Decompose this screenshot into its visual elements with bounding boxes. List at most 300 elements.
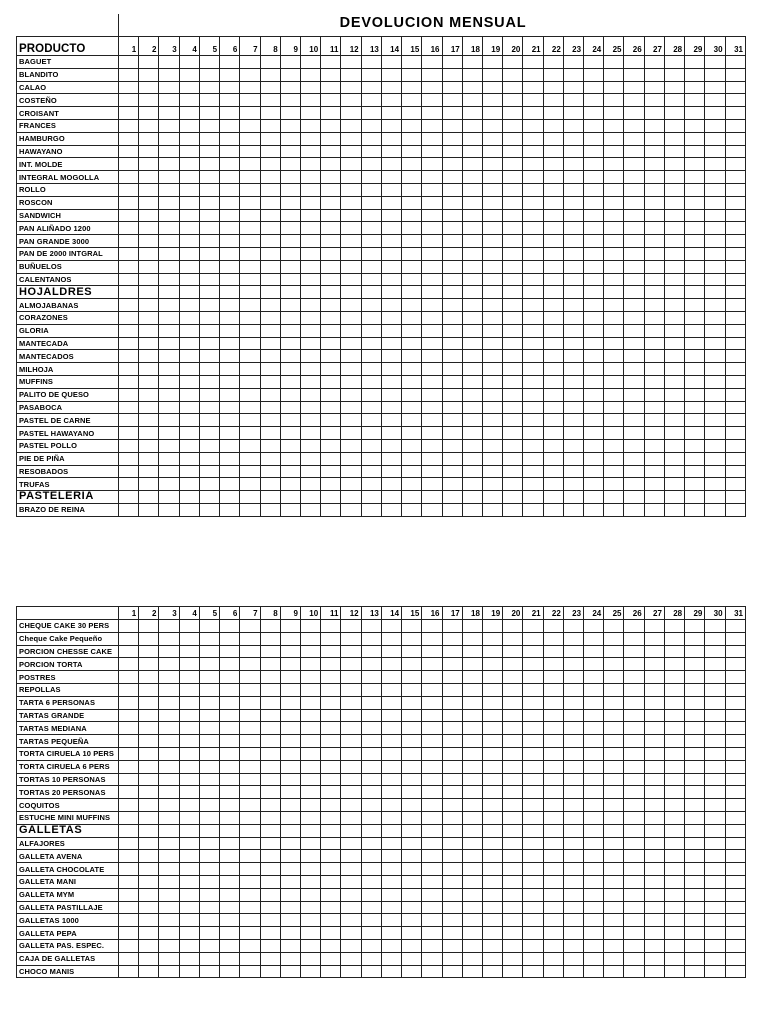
day-cell[interactable]	[119, 863, 139, 876]
day-cell[interactable]	[725, 901, 745, 914]
day-cell[interactable]	[220, 132, 240, 145]
day-cell[interactable]	[240, 671, 260, 684]
day-cell[interactable]	[341, 465, 361, 478]
day-cell[interactable]	[280, 952, 300, 965]
day-cell[interactable]	[503, 491, 523, 504]
day-cell[interactable]	[482, 620, 502, 633]
day-cell[interactable]	[220, 696, 240, 709]
day-cell[interactable]	[220, 645, 240, 658]
day-cell[interactable]	[139, 824, 159, 837]
day-cell[interactable]	[624, 337, 644, 350]
day-cell[interactable]	[300, 888, 320, 901]
day-cell[interactable]	[240, 965, 260, 978]
day-cell[interactable]	[462, 939, 482, 952]
day-cell[interactable]	[280, 722, 300, 735]
day-cell[interactable]	[604, 235, 624, 248]
day-cell[interactable]	[503, 311, 523, 324]
day-cell[interactable]	[260, 965, 280, 978]
day-cell[interactable]	[422, 952, 442, 965]
day-cell[interactable]	[482, 439, 502, 452]
day-cell[interactable]	[402, 235, 422, 248]
day-cell[interactable]	[523, 171, 543, 184]
day-cell[interactable]	[280, 375, 300, 388]
day-cell[interactable]	[199, 747, 219, 760]
day-cell[interactable]	[543, 901, 563, 914]
day-cell[interactable]	[482, 658, 502, 671]
day-cell[interactable]	[402, 620, 422, 633]
day-cell[interactable]	[725, 850, 745, 863]
day-cell[interactable]	[543, 452, 563, 465]
day-cell[interactable]	[482, 850, 502, 863]
day-cell[interactable]	[442, 196, 462, 209]
day-cell[interactable]	[462, 773, 482, 786]
day-cell[interactable]	[139, 888, 159, 901]
day-cell[interactable]	[199, 414, 219, 427]
day-cell[interactable]	[260, 709, 280, 722]
day-cell[interactable]	[240, 927, 260, 940]
day-cell[interactable]	[644, 503, 664, 516]
day-cell[interactable]	[159, 786, 179, 799]
day-cell[interactable]	[341, 939, 361, 952]
day-cell[interactable]	[624, 927, 644, 940]
day-cell[interactable]	[159, 183, 179, 196]
day-cell[interactable]	[644, 786, 664, 799]
day-cell[interactable]	[442, 747, 462, 760]
day-cell[interactable]	[402, 503, 422, 516]
day-cell[interactable]	[584, 478, 604, 491]
day-cell[interactable]	[179, 132, 199, 145]
day-cell[interactable]	[119, 645, 139, 658]
day-cell[interactable]	[584, 414, 604, 427]
day-cell[interactable]	[664, 837, 684, 850]
day-cell[interactable]	[139, 171, 159, 184]
day-cell[interactable]	[644, 401, 664, 414]
day-cell[interactable]	[604, 503, 624, 516]
day-cell[interactable]	[422, 658, 442, 671]
day-cell[interactable]	[159, 671, 179, 684]
day-cell[interactable]	[341, 760, 361, 773]
day-cell[interactable]	[462, 620, 482, 633]
day-cell[interactable]	[341, 837, 361, 850]
day-cell[interactable]	[240, 375, 260, 388]
day-cell[interactable]	[179, 388, 199, 401]
day-cell[interactable]	[422, 183, 442, 196]
day-cell[interactable]	[260, 260, 280, 273]
day-cell[interactable]	[442, 722, 462, 735]
day-cell[interactable]	[139, 439, 159, 452]
day-cell[interactable]	[280, 965, 300, 978]
day-cell[interactable]	[725, 875, 745, 888]
day-cell[interactable]	[685, 68, 705, 81]
day-cell[interactable]	[119, 824, 139, 837]
day-cell[interactable]	[422, 145, 442, 158]
day-cell[interactable]	[503, 799, 523, 812]
day-cell[interactable]	[179, 363, 199, 376]
day-cell[interactable]	[240, 478, 260, 491]
day-cell[interactable]	[402, 145, 422, 158]
day-cell[interactable]	[179, 247, 199, 260]
day-cell[interactable]	[442, 56, 462, 69]
day-cell[interactable]	[563, 658, 583, 671]
day-cell[interactable]	[584, 503, 604, 516]
day-cell[interactable]	[563, 503, 583, 516]
day-cell[interactable]	[604, 747, 624, 760]
day-cell[interactable]	[685, 324, 705, 337]
day-cell[interactable]	[584, 235, 604, 248]
day-cell[interactable]	[563, 260, 583, 273]
day-cell[interactable]	[664, 722, 684, 735]
day-cell[interactable]	[503, 760, 523, 773]
day-cell[interactable]	[523, 696, 543, 709]
day-cell[interactable]	[604, 914, 624, 927]
day-cell[interactable]	[604, 311, 624, 324]
day-cell[interactable]	[199, 875, 219, 888]
day-cell[interactable]	[503, 247, 523, 260]
day-cell[interactable]	[584, 632, 604, 645]
day-cell[interactable]	[482, 196, 502, 209]
day-cell[interactable]	[341, 375, 361, 388]
day-cell[interactable]	[685, 901, 705, 914]
day-cell[interactable]	[604, 696, 624, 709]
day-cell[interactable]	[604, 939, 624, 952]
day-cell[interactable]	[300, 94, 320, 107]
day-cell[interactable]	[321, 491, 341, 504]
day-cell[interactable]	[685, 273, 705, 286]
day-cell[interactable]	[523, 401, 543, 414]
day-cell[interactable]	[725, 452, 745, 465]
day-cell[interactable]	[220, 119, 240, 132]
day-cell[interactable]	[664, 939, 684, 952]
day-cell[interactable]	[462, 452, 482, 465]
day-cell[interactable]	[725, 773, 745, 786]
day-cell[interactable]	[199, 620, 219, 633]
day-cell[interactable]	[240, 491, 260, 504]
day-cell[interactable]	[159, 132, 179, 145]
day-cell[interactable]	[422, 119, 442, 132]
day-cell[interactable]	[604, 260, 624, 273]
day-cell[interactable]	[199, 183, 219, 196]
day-cell[interactable]	[725, 824, 745, 837]
day-cell[interactable]	[624, 620, 644, 633]
day-cell[interactable]	[179, 927, 199, 940]
day-cell[interactable]	[119, 209, 139, 222]
day-cell[interactable]	[260, 952, 280, 965]
day-cell[interactable]	[624, 439, 644, 452]
day-cell[interactable]	[402, 196, 422, 209]
day-cell[interactable]	[381, 209, 401, 222]
day-cell[interactable]	[321, 760, 341, 773]
day-cell[interactable]	[705, 388, 725, 401]
day-cell[interactable]	[179, 324, 199, 337]
day-cell[interactable]	[685, 799, 705, 812]
day-cell[interactable]	[321, 299, 341, 312]
day-cell[interactable]	[220, 837, 240, 850]
day-cell[interactable]	[563, 247, 583, 260]
day-cell[interactable]	[543, 158, 563, 171]
day-cell[interactable]	[644, 645, 664, 658]
day-cell[interactable]	[482, 222, 502, 235]
day-cell[interactable]	[644, 158, 664, 171]
day-cell[interactable]	[300, 927, 320, 940]
day-cell[interactable]	[260, 350, 280, 363]
day-cell[interactable]	[422, 671, 442, 684]
day-cell[interactable]	[503, 132, 523, 145]
day-cell[interactable]	[402, 56, 422, 69]
day-cell[interactable]	[119, 247, 139, 260]
day-cell[interactable]	[199, 107, 219, 120]
day-cell[interactable]	[563, 132, 583, 145]
day-cell[interactable]	[442, 645, 462, 658]
day-cell[interactable]	[462, 158, 482, 171]
day-cell[interactable]	[624, 735, 644, 748]
day-cell[interactable]	[280, 503, 300, 516]
day-cell[interactable]	[563, 824, 583, 837]
day-cell[interactable]	[604, 952, 624, 965]
day-cell[interactable]	[220, 465, 240, 478]
day-cell[interactable]	[482, 914, 502, 927]
day-cell[interactable]	[321, 222, 341, 235]
day-cell[interactable]	[705, 183, 725, 196]
day-cell[interactable]	[280, 439, 300, 452]
day-cell[interactable]	[179, 965, 199, 978]
day-cell[interactable]	[543, 760, 563, 773]
day-cell[interactable]	[300, 311, 320, 324]
day-cell[interactable]	[482, 875, 502, 888]
day-cell[interactable]	[280, 311, 300, 324]
day-cell[interactable]	[341, 799, 361, 812]
day-cell[interactable]	[584, 952, 604, 965]
day-cell[interactable]	[543, 68, 563, 81]
day-cell[interactable]	[179, 491, 199, 504]
day-cell[interactable]	[381, 132, 401, 145]
day-cell[interactable]	[685, 491, 705, 504]
day-cell[interactable]	[220, 850, 240, 863]
day-cell[interactable]	[361, 658, 381, 671]
day-cell[interactable]	[280, 671, 300, 684]
day-cell[interactable]	[725, 363, 745, 376]
day-cell[interactable]	[644, 196, 664, 209]
day-cell[interactable]	[199, 786, 219, 799]
day-cell[interactable]	[220, 196, 240, 209]
day-cell[interactable]	[300, 773, 320, 786]
day-cell[interactable]	[604, 183, 624, 196]
day-cell[interactable]	[503, 235, 523, 248]
day-cell[interactable]	[563, 145, 583, 158]
day-cell[interactable]	[543, 375, 563, 388]
day-cell[interactable]	[422, 632, 442, 645]
day-cell[interactable]	[523, 645, 543, 658]
day-cell[interactable]	[442, 478, 462, 491]
day-cell[interactable]	[705, 914, 725, 927]
day-cell[interactable]	[523, 427, 543, 440]
day-cell[interactable]	[341, 491, 361, 504]
day-cell[interactable]	[725, 337, 745, 350]
day-cell[interactable]	[341, 439, 361, 452]
day-cell[interactable]	[725, 56, 745, 69]
day-cell[interactable]	[664, 452, 684, 465]
day-cell[interactable]	[422, 222, 442, 235]
day-cell[interactable]	[321, 658, 341, 671]
day-cell[interactable]	[422, 709, 442, 722]
day-cell[interactable]	[321, 401, 341, 414]
day-cell[interactable]	[402, 401, 422, 414]
day-cell[interactable]	[402, 452, 422, 465]
day-cell[interactable]	[624, 683, 644, 696]
day-cell[interactable]	[260, 465, 280, 478]
day-cell[interactable]	[442, 68, 462, 81]
day-cell[interactable]	[199, 901, 219, 914]
day-cell[interactable]	[442, 401, 462, 414]
day-cell[interactable]	[685, 439, 705, 452]
day-cell[interactable]	[280, 863, 300, 876]
day-cell[interactable]	[381, 671, 401, 684]
day-cell[interactable]	[462, 375, 482, 388]
day-cell[interactable]	[482, 491, 502, 504]
day-cell[interactable]	[119, 439, 139, 452]
day-cell[interactable]	[240, 620, 260, 633]
day-cell[interactable]	[402, 696, 422, 709]
day-cell[interactable]	[139, 209, 159, 222]
day-cell[interactable]	[664, 81, 684, 94]
day-cell[interactable]	[361, 94, 381, 107]
day-cell[interactable]	[725, 273, 745, 286]
day-cell[interactable]	[442, 850, 462, 863]
day-cell[interactable]	[543, 119, 563, 132]
day-cell[interactable]	[321, 888, 341, 901]
day-cell[interactable]	[705, 786, 725, 799]
day-cell[interactable]	[220, 863, 240, 876]
day-cell[interactable]	[260, 773, 280, 786]
day-cell[interactable]	[705, 324, 725, 337]
day-cell[interactable]	[705, 850, 725, 863]
day-cell[interactable]	[341, 94, 361, 107]
day-cell[interactable]	[624, 952, 644, 965]
day-cell[interactable]	[139, 68, 159, 81]
day-cell[interactable]	[402, 311, 422, 324]
day-cell[interactable]	[462, 786, 482, 799]
day-cell[interactable]	[725, 503, 745, 516]
day-cell[interactable]	[664, 863, 684, 876]
day-cell[interactable]	[503, 183, 523, 196]
day-cell[interactable]	[179, 850, 199, 863]
day-cell[interactable]	[199, 914, 219, 927]
day-cell[interactable]	[442, 132, 462, 145]
day-cell[interactable]	[220, 632, 240, 645]
day-cell[interactable]	[139, 363, 159, 376]
day-cell[interactable]	[725, 888, 745, 901]
day-cell[interactable]	[139, 235, 159, 248]
day-cell[interactable]	[543, 247, 563, 260]
day-cell[interactable]	[280, 337, 300, 350]
day-cell[interactable]	[624, 94, 644, 107]
day-cell[interactable]	[422, 786, 442, 799]
day-cell[interactable]	[543, 927, 563, 940]
day-cell[interactable]	[300, 414, 320, 427]
day-cell[interactable]	[179, 709, 199, 722]
day-cell[interactable]	[240, 888, 260, 901]
day-cell[interactable]	[402, 875, 422, 888]
day-cell[interactable]	[543, 427, 563, 440]
day-cell[interactable]	[321, 773, 341, 786]
day-cell[interactable]	[280, 222, 300, 235]
day-cell[interactable]	[381, 158, 401, 171]
day-cell[interactable]	[402, 94, 422, 107]
day-cell[interactable]	[644, 337, 664, 350]
day-cell[interactable]	[321, 68, 341, 81]
day-cell[interactable]	[199, 196, 219, 209]
day-cell[interactable]	[179, 799, 199, 812]
day-cell[interactable]	[644, 299, 664, 312]
day-cell[interactable]	[341, 722, 361, 735]
day-cell[interactable]	[260, 696, 280, 709]
day-cell[interactable]	[584, 875, 604, 888]
day-cell[interactable]	[159, 709, 179, 722]
day-cell[interactable]	[341, 901, 361, 914]
day-cell[interactable]	[159, 145, 179, 158]
day-cell[interactable]	[341, 273, 361, 286]
day-cell[interactable]	[644, 875, 664, 888]
day-cell[interactable]	[381, 722, 401, 735]
day-cell[interactable]	[523, 414, 543, 427]
day-cell[interactable]	[402, 375, 422, 388]
day-cell[interactable]	[563, 222, 583, 235]
day-cell[interactable]	[725, 158, 745, 171]
day-cell[interactable]	[179, 427, 199, 440]
day-cell[interactable]	[179, 837, 199, 850]
day-cell[interactable]	[361, 132, 381, 145]
day-cell[interactable]	[563, 927, 583, 940]
day-cell[interactable]	[341, 632, 361, 645]
day-cell[interactable]	[159, 273, 179, 286]
day-cell[interactable]	[300, 273, 320, 286]
day-cell[interactable]	[503, 209, 523, 222]
day-cell[interactable]	[503, 671, 523, 684]
day-cell[interactable]	[260, 863, 280, 876]
day-cell[interactable]	[462, 209, 482, 222]
day-cell[interactable]	[644, 722, 664, 735]
day-cell[interactable]	[604, 786, 624, 799]
day-cell[interactable]	[260, 837, 280, 850]
day-cell[interactable]	[240, 901, 260, 914]
day-cell[interactable]	[341, 183, 361, 196]
day-cell[interactable]	[280, 81, 300, 94]
day-cell[interactable]	[462, 286, 482, 299]
day-cell[interactable]	[199, 927, 219, 940]
day-cell[interactable]	[159, 324, 179, 337]
day-cell[interactable]	[139, 491, 159, 504]
day-cell[interactable]	[341, 811, 361, 824]
day-cell[interactable]	[402, 350, 422, 363]
day-cell[interactable]	[462, 875, 482, 888]
day-cell[interactable]	[260, 914, 280, 927]
day-cell[interactable]	[341, 478, 361, 491]
day-cell[interactable]	[159, 363, 179, 376]
day-cell[interactable]	[523, 888, 543, 901]
day-cell[interactable]	[563, 914, 583, 927]
day-cell[interactable]	[260, 620, 280, 633]
day-cell[interactable]	[220, 363, 240, 376]
day-cell[interactable]	[199, 363, 219, 376]
day-cell[interactable]	[280, 414, 300, 427]
day-cell[interactable]	[422, 439, 442, 452]
day-cell[interactable]	[725, 760, 745, 773]
day-cell[interactable]	[402, 888, 422, 901]
day-cell[interactable]	[462, 799, 482, 812]
day-cell[interactable]	[644, 491, 664, 504]
day-cell[interactable]	[199, 722, 219, 735]
day-cell[interactable]	[119, 94, 139, 107]
day-cell[interactable]	[119, 452, 139, 465]
